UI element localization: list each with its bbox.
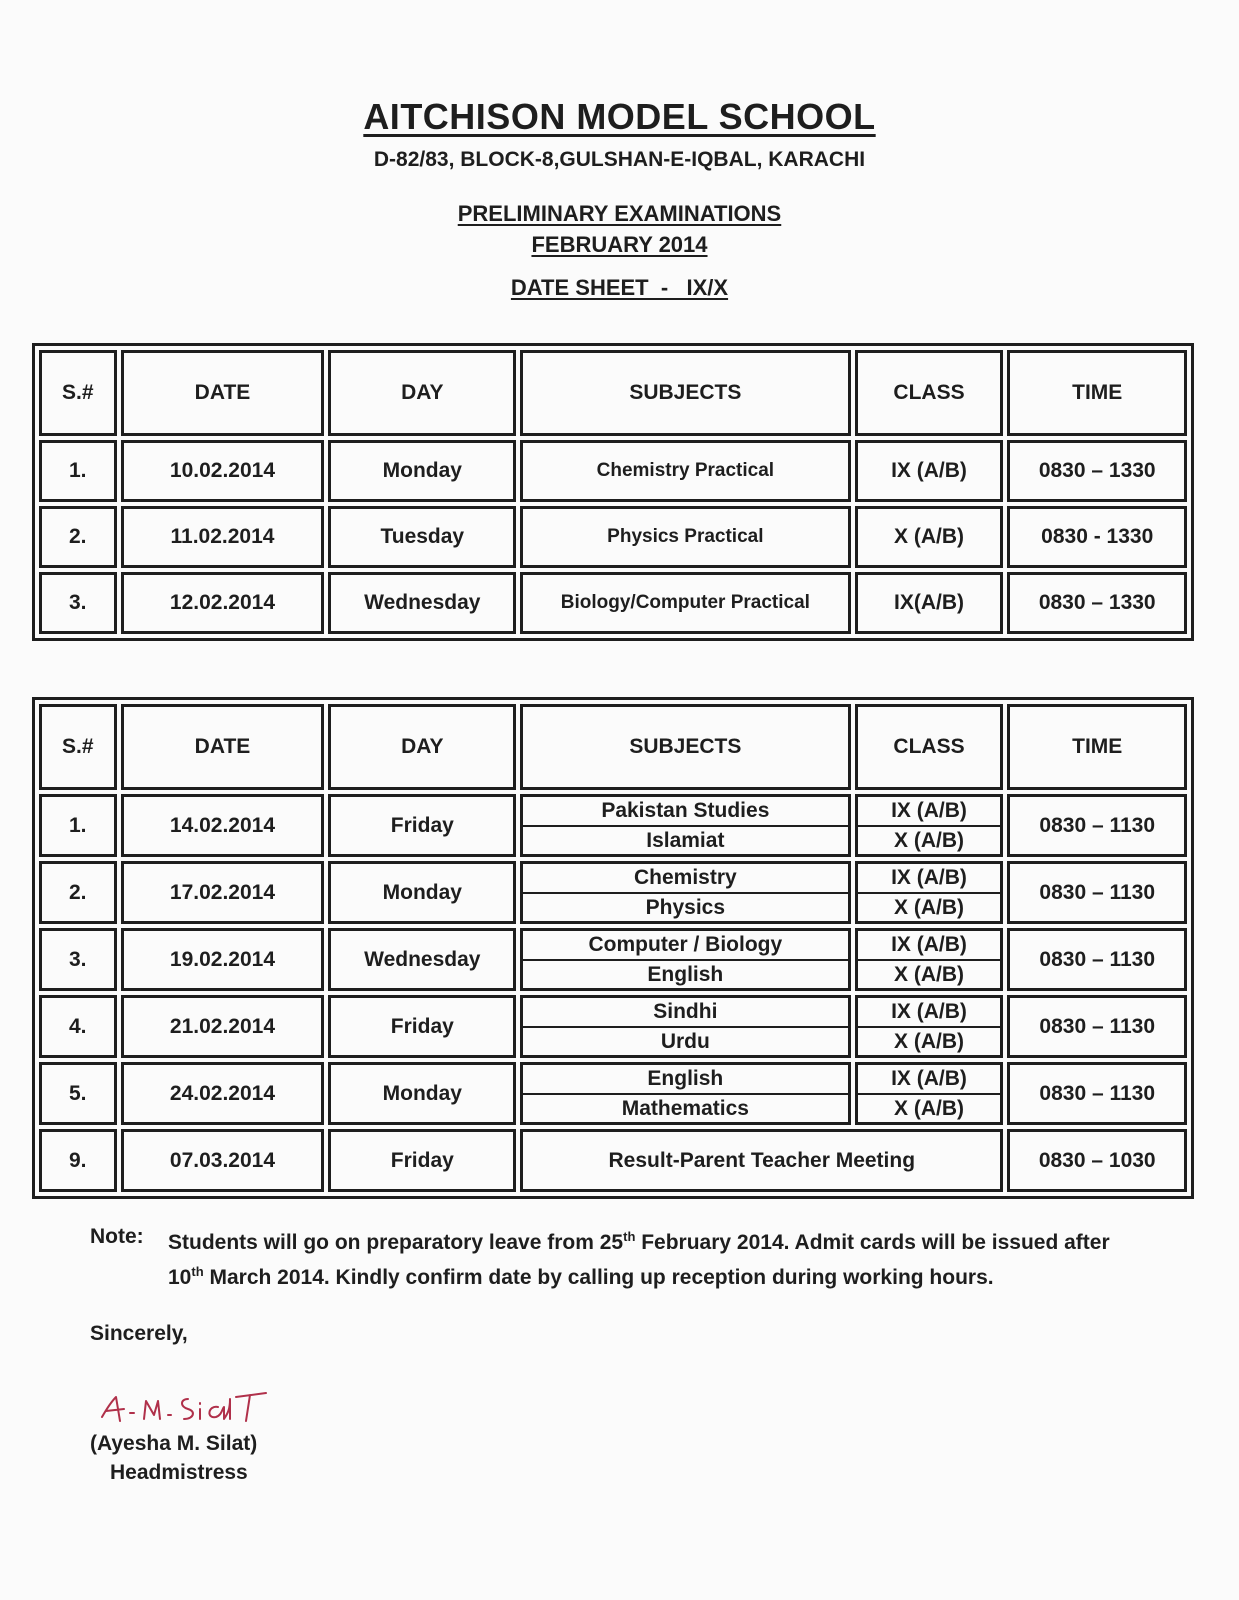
theory-table: [32, 697, 1194, 1199]
cell-class: IX (A/B): [855, 440, 1004, 502]
cell-time: 0830 – 1130: [1007, 794, 1187, 857]
subject-x: English: [647, 962, 724, 986]
table-row: [39, 506, 1187, 568]
col-header-time: TIME: [1007, 350, 1187, 436]
class-x: X (A/B): [894, 962, 964, 986]
class-ix: IX (A/B): [858, 931, 1001, 961]
class-ix: IX (A/B): [858, 1065, 1001, 1095]
signature-image: [96, 1385, 286, 1435]
cell-sno: 2.: [39, 506, 117, 568]
cell-sno: 9.: [39, 1129, 117, 1192]
cell-day: Monday: [328, 861, 516, 924]
table-row: [39, 440, 1187, 502]
cell-day: Friday: [328, 794, 516, 857]
closing-sincerely: Sincerely,: [90, 1322, 188, 1345]
cell-sno: 3.: [39, 928, 117, 991]
cell-time: 0830 – 1130: [1007, 861, 1187, 924]
cell-subjects: [520, 928, 850, 991]
col-header-time: TIME: [1007, 704, 1187, 790]
subject-x: Physics: [645, 895, 726, 919]
cell-date: 19.02.2014: [121, 928, 325, 991]
cell-sno: 1.: [39, 440, 117, 502]
note-text: Students will go on preparatory leave from 25th February 2014. Admit cards will be issued after 10th March 2014. Kindly confirm date by calling up reception during working hours.: [168, 1229, 1110, 1289]
cell-day: Tuesday: [328, 506, 516, 568]
cell-subject: Chemistry Practical: [520, 440, 850, 502]
school-address: D-82/83, BLOCK-8,GULSHAN-E-IQBAL, KARACHI: [373, 148, 866, 171]
cell-class: X (A/B): [855, 506, 1004, 568]
subject-ix: Sindhi: [523, 998, 847, 1028]
cell-date: 14.02.2014: [121, 794, 325, 857]
cell-classes: [855, 995, 1004, 1058]
cell-time: 0830 - 1330: [1007, 506, 1187, 568]
table-header-row: [39, 350, 1187, 436]
col-header-day: DAY: [328, 704, 516, 790]
subject-x: Islamiat: [646, 828, 725, 852]
table-row: [39, 995, 1187, 1058]
cell-date: 11.02.2014: [121, 506, 325, 568]
cell-date: 10.02.2014: [121, 440, 325, 502]
subject-x: Urdu: [660, 1029, 710, 1053]
subject-ix: English: [523, 1065, 847, 1095]
cell-time: 0830 – 1030: [1007, 1129, 1187, 1192]
cell-classes: [855, 1062, 1004, 1125]
col-header-date: DATE: [121, 350, 325, 436]
table-row: [39, 861, 1187, 924]
note: [90, 1222, 1150, 1292]
cell-subjects: [520, 995, 850, 1058]
subject-x: Mathematics: [621, 1096, 749, 1120]
cell-meeting-event: Result-Parent Teacher Meeting: [520, 1129, 1003, 1192]
table-header-row: [39, 704, 1187, 790]
cell-classes: [855, 928, 1004, 991]
subject-ix: Computer / Biology: [523, 931, 847, 961]
signatory-title: Headmistress: [110, 1461, 248, 1484]
cell-sno: 1.: [39, 794, 117, 857]
cell-time: 0830 – 1330: [1007, 440, 1187, 502]
class-x: X (A/B): [894, 895, 964, 919]
col-header-sno: S.#: [39, 350, 117, 436]
cell-subject: Biology/Computer Practical: [520, 572, 850, 634]
table-row: [39, 572, 1187, 634]
cell-day: Friday: [328, 1129, 516, 1192]
cell-date: 17.02.2014: [121, 861, 325, 924]
cell-subject: Physics Practical: [520, 506, 850, 568]
cell-day: Wednesday: [328, 572, 516, 634]
cell-date: 07.03.2014: [121, 1129, 325, 1192]
cell-subjects: [520, 1062, 850, 1125]
cell-time: 0830 – 1130: [1007, 1062, 1187, 1125]
cell-classes: [855, 794, 1004, 857]
col-header-sno: S.#: [39, 704, 117, 790]
exam-title-line2: FEBRUARY 2014: [531, 232, 708, 257]
cell-subjects: [520, 794, 850, 857]
cell-time: 0830 – 1330: [1007, 572, 1187, 634]
class-ix: IX (A/B): [858, 998, 1001, 1028]
subject-ix: Pakistan Studies: [523, 797, 847, 827]
cell-time: 0830 – 1130: [1007, 995, 1187, 1058]
meeting-row: [39, 1129, 1187, 1192]
col-header-subjects: SUBJECTS: [520, 350, 850, 436]
cell-day: Friday: [328, 995, 516, 1058]
exam-title-line1: PRELIMINARY EXAMINATIONS: [457, 201, 782, 226]
table-row: [39, 794, 1187, 857]
class-ix: IX (A/B): [858, 864, 1001, 894]
class-x: X (A/B): [894, 828, 964, 852]
cell-day: Monday: [328, 440, 516, 502]
subject-ix: Chemistry: [523, 864, 847, 894]
col-header-class: CLASS: [855, 704, 1004, 790]
col-header-subjects: SUBJECTS: [520, 704, 850, 790]
col-header-class: CLASS: [855, 350, 1004, 436]
cell-time: 0830 – 1130: [1007, 928, 1187, 991]
class-x: X (A/B): [894, 1096, 964, 1120]
exam-title: [0, 198, 1239, 260]
cell-subjects: [520, 861, 850, 924]
class-ix: IX (A/B): [858, 797, 1001, 827]
cell-date: 24.02.2014: [121, 1062, 325, 1125]
cell-sno: 5.: [39, 1062, 117, 1125]
school-name: AITCHISON MODEL SCHOOL: [363, 96, 876, 137]
date-sheet-title: DATE SHEET - IX/X: [510, 275, 729, 300]
table-row: [39, 928, 1187, 991]
cell-class: IX(A/B): [855, 572, 1004, 634]
class-x: X (A/B): [894, 1029, 964, 1053]
col-header-day: DAY: [328, 350, 516, 436]
signatory-name: (Ayesha M. Silat): [90, 1432, 258, 1455]
cell-day: Wednesday: [328, 928, 516, 991]
cell-sno: 2.: [39, 861, 117, 924]
cell-classes: [855, 861, 1004, 924]
cell-date: 21.02.2014: [121, 995, 325, 1058]
cell-day: Monday: [328, 1062, 516, 1125]
cell-date: 12.02.2014: [121, 572, 325, 634]
cell-sno: 3.: [39, 572, 117, 634]
col-header-date: DATE: [121, 704, 325, 790]
cell-sno: 4.: [39, 995, 117, 1058]
table-row: [39, 1062, 1187, 1125]
practicals-table: [32, 343, 1194, 641]
note-label: Note:: [90, 1225, 144, 1248]
